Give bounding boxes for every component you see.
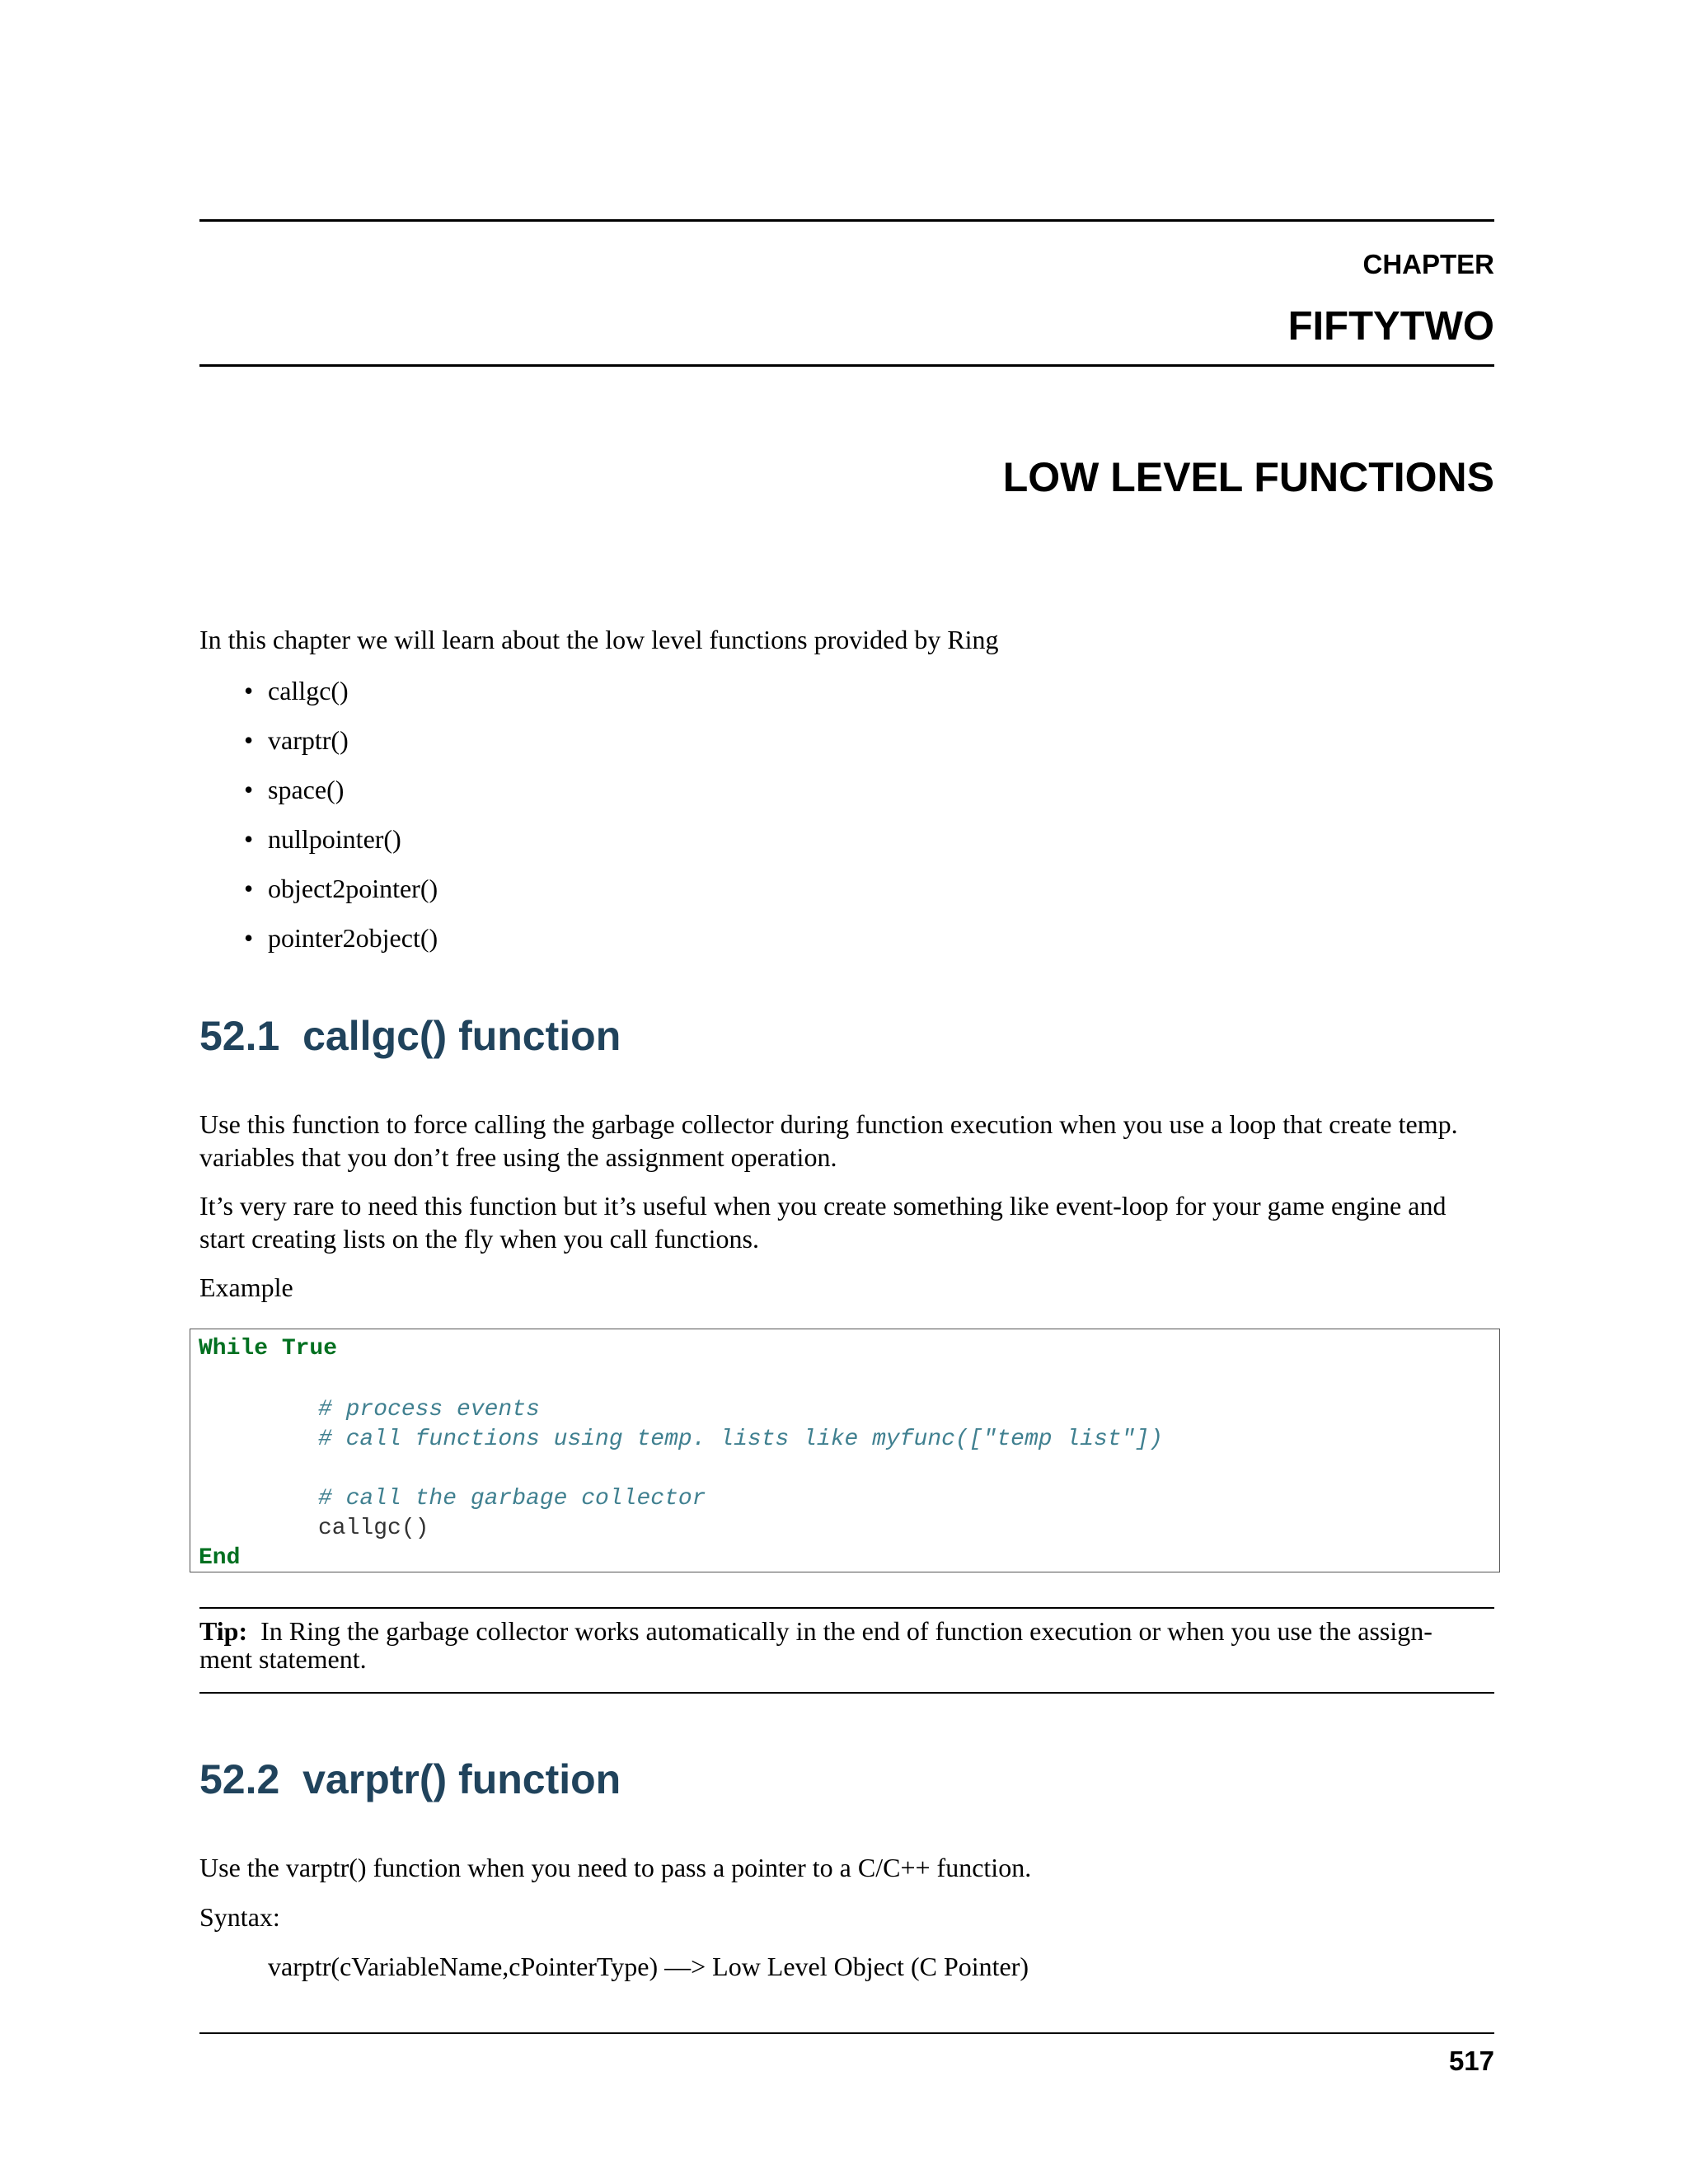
- chapter-label: CHAPTER: [1362, 249, 1494, 279]
- tip-text-continued: ment statement.: [199, 1644, 367, 1674]
- tip-text: In Ring the garbage collector works automatically in the end of function execution or when you use the assign-: [260, 1616, 1432, 1646]
- code-line: While True: [199, 1336, 338, 1361]
- list-item: • callgc(): [244, 676, 349, 705]
- tip-bottom-rule: [199, 1692, 1494, 1694]
- varptr-paragraph: Use the varptr() function when you need to pass a pointer to a C/C++ function.: [199, 1853, 1032, 1882]
- footer-rule: [199, 2032, 1494, 2034]
- callgc-paragraph-2: It’s very rare to need this function but it’s useful when you create something like event-loop for your game engine and start creating lists on the fly when you call functions.: [199, 1191, 1447, 1254]
- code-comment: # call the garbage collector: [318, 1486, 706, 1511]
- intro-text: In this chapter we will learn about the low level functions provided by Ring: [199, 625, 999, 654]
- list-item: • pointer2object(): [244, 923, 438, 953]
- bullet-icon: •: [244, 874, 254, 903]
- bullet-icon: •: [244, 725, 254, 755]
- bullet-icon: •: [244, 775, 254, 804]
- header-bottom-rule: [199, 364, 1494, 367]
- code-example: [190, 1329, 1500, 1572]
- callgc-paragraph-1: Use this function to force calling the garbage collector during function execution when you use a loop that create temp. variables that you don’t free using the assignment operation.: [199, 1109, 1458, 1172]
- header-top-rule: [199, 219, 1494, 222]
- page-number: 517: [1448, 2046, 1494, 2076]
- tip-label: Tip:: [199, 1616, 248, 1646]
- section-heading-callgc: 52.1 callgc() function: [199, 1013, 621, 1059]
- code-comment: # process events: [318, 1397, 540, 1422]
- section-heading-varptr: 52.2 varptr() function: [199, 1756, 621, 1802]
- list-item: • nullpointer(): [244, 824, 401, 854]
- bullet-icon: •: [244, 676, 254, 705]
- example-label: Example: [199, 1272, 293, 1302]
- syntax-label: Syntax:: [199, 1902, 280, 1932]
- bullet-icon: •: [244, 824, 254, 854]
- function-list: [199, 674, 438, 971]
- tip-box: [199, 1617, 1494, 1673]
- code-line: End: [199, 1545, 241, 1571]
- tip-top-rule: [199, 1607, 1494, 1609]
- list-item: • object2pointer(): [244, 874, 438, 903]
- chapter-number: FIFTYTWO: [1287, 304, 1494, 349]
- list-item: • varptr(): [244, 725, 349, 755]
- syntax-definition: varptr(cVariableName,cPointerType) —> Low Level Object (C Pointer): [268, 1952, 1029, 1981]
- list-item: • space(): [244, 775, 345, 804]
- code-line: callgc(): [318, 1516, 429, 1541]
- bullet-icon: •: [244, 923, 254, 953]
- code-comment: # call functions using temp. lists like myfunc(["temp list"]): [318, 1427, 1163, 1452]
- chapter-title: LOW LEVEL FUNCTIONS: [1002, 454, 1494, 500]
